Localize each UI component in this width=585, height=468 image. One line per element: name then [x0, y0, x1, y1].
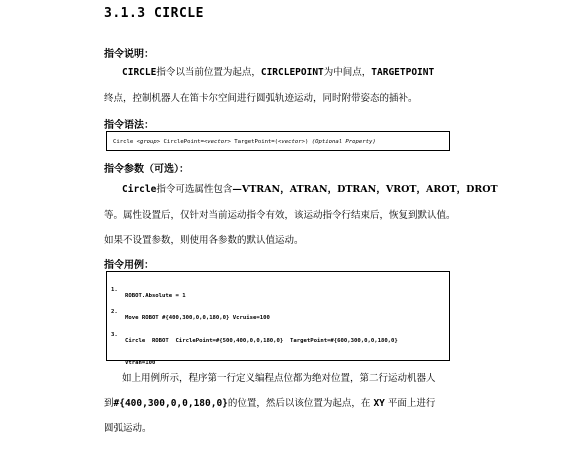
- description-text-a: 指令以当前位置为起点，: [156, 67, 261, 78]
- description-label: 指令说明：: [104, 49, 154, 60]
- code-line-1: [107, 281, 449, 305]
- code-line-text: ROBOT.Absolute = 1: [125, 293, 186, 299]
- params-line-1: [104, 177, 498, 202]
- conclusion-text-a: 到: [104, 398, 114, 409]
- conclusion-text-c: 平面上进行: [384, 398, 436, 409]
- circlepoint-keyword: CIRCLEPOINT: [260, 67, 324, 78]
- params-line-2: 等。属性设置后，仅针对当前运动指令有效，该运动指令行结束后，恢复到默认值。: [104, 210, 456, 221]
- syntax-part-7: ): [305, 139, 312, 145]
- description-text-b: 为中间点，: [323, 67, 372, 78]
- syntax-part-4: <vector>: [203, 139, 231, 145]
- code-line-number: 1.: [111, 287, 118, 293]
- xy-keyword: XY: [373, 398, 385, 409]
- syntax-part-6: <vector>: [278, 139, 305, 145]
- example-label: 指令用例：: [104, 260, 154, 271]
- params-line-3: 如果不设置参数，则使用各参数的默认值运动。: [104, 235, 304, 246]
- syntax-part-5: TargetPoint=(: [230, 139, 279, 145]
- code-line-number: 2.: [111, 309, 118, 315]
- conclusion-line-3: 圆弧运动。: [104, 423, 152, 434]
- syntax-part-1: Circle: [113, 139, 137, 145]
- description-line-2: 终点，控制机器人在笛卡尔空间进行圆弧轨迹运动，同时附带姿态的插补。: [104, 93, 418, 104]
- circle-keyword-2: Circle: [122, 184, 157, 195]
- params-label: 指令参数（可选）：: [104, 164, 189, 175]
- code-line-number: 3.: [111, 332, 118, 338]
- syntax-part-8: (Optional Property): [311, 139, 376, 145]
- code-line-3: [107, 326, 449, 350]
- conclusion-line-1: 如上用例所示，程序第一行定义编程点位都为绝对位置，第二行运动机器人: [122, 373, 436, 384]
- params-text-a: 指令可选属性包含: [156, 184, 233, 195]
- syntax-label: 指令语法：: [104, 120, 154, 131]
- conclusion-line-2: [104, 391, 460, 416]
- description-line-1: [104, 60, 478, 85]
- syntax-box: [106, 131, 450, 151]
- code-line-2: [107, 303, 449, 327]
- code-line-text: Move ROBOT #{400,300,0,0,180,0} Vcruise=100: [125, 315, 270, 321]
- example-code-box: [106, 271, 450, 366]
- section-heading: 3.1.3 CIRCLE: [104, 6, 204, 21]
- syntax-part-3: CirclePoint=: [160, 139, 204, 145]
- code-line-text: Vtran=100: [125, 360, 156, 366]
- code-line-text: Circle ROBOT CirclePoint=#{500,400,0,0,180,0} TargetPoint=#{600,300,0,0,180,0}: [125, 338, 398, 344]
- conclusion-text-b: 的位置，然后以该位置为起点，在: [227, 398, 374, 409]
- targetpoint-keyword: TARGETPOINT: [371, 67, 435, 78]
- syntax-part-2: <group>: [136, 139, 161, 145]
- params-property-list: —VTRAN，ATRAN，DTRAN，VROT，AROT，DROT: [232, 184, 498, 195]
- circle-keyword: CIRCLE: [122, 67, 157, 78]
- position-literal: #{400,300,0,0,180,0}: [113, 398, 228, 409]
